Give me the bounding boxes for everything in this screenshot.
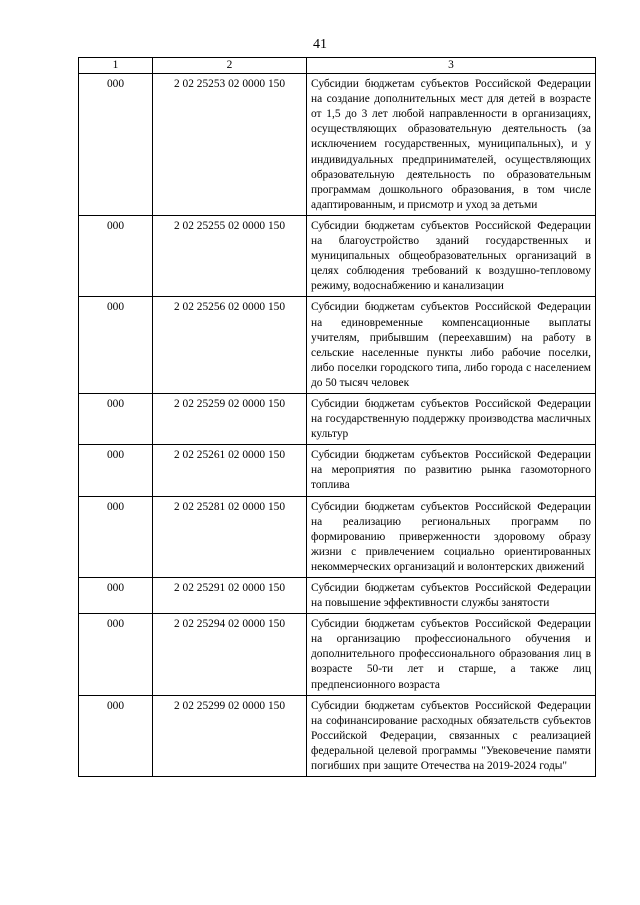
description-cell: Субсидии бюджетам субъектов Российской Федерации на мероприятия по развитию рынка газомоторного топлива [307, 445, 596, 496]
admin-code-cell: 000 [79, 215, 153, 296]
description-cell: Субсидии бюджетам субъектов Российской Федерации на создание дополнительных мест для детей в возрасте от 1,5 до 3 лет любой направленности в организациях, осуществляющих образовательную деятельность (за исключением государственных, муниципальных), и у индивидуальных предпринимателей, осуществляющих образовательную деятельность по образовательным программам дошкольного образования, в том числе адаптированным, и присмотр и уход за детьми [307, 74, 596, 216]
page-number: 41 [313, 37, 327, 52]
kbk-code-cell: 2 02 25253 02 0000 150 [153, 74, 307, 216]
description-cell: Субсидии бюджетам субъектов Российской Федерации на реализацию региональных программ по формированию приверженности здоровому образу жизни с привлечением социально ориентированных некоммерческих организаций и волонтерских движений [307, 496, 596, 577]
description-cell: Субсидии бюджетам субъектов Российской Федерации на повышение эффективности службы занятости [307, 578, 596, 614]
column-header-3: 3 [307, 58, 596, 74]
table-row [79, 578, 596, 614]
admin-code-cell: 000 [79, 74, 153, 216]
table-row [79, 496, 596, 577]
column-header-2: 2 [153, 58, 307, 74]
description-cell: Субсидии бюджетам субъектов Российской Федерации на организацию профессионального обучения и дополнительного профессионального образования лиц в возрасте 50-ти лет и старше, а также лиц предпенсионного возраста [307, 614, 596, 695]
kbk-code-cell: 2 02 25299 02 0000 150 [153, 695, 307, 776]
admin-code-cell: 000 [79, 496, 153, 577]
table-row [79, 74, 596, 216]
budget-classification-table [78, 57, 596, 777]
admin-code-cell: 000 [79, 393, 153, 444]
table-row [79, 614, 596, 695]
table-row [79, 695, 596, 776]
admin-code-cell: 000 [79, 578, 153, 614]
description-cell: Субсидии бюджетам субъектов Российской Федерации на единовременные компенсационные выплаты учителям, прибывшим (переехавшим) на работу в сельские населенные пункты либо рабочие поселки, либо поселки городского типа, либо города с населением до 50 тысяч человек [307, 297, 596, 394]
column-header-1: 1 [79, 58, 153, 74]
admin-code-cell: 000 [79, 614, 153, 695]
table-row [79, 297, 596, 394]
kbk-code-cell: 2 02 25255 02 0000 150 [153, 215, 307, 296]
admin-code-cell: 000 [79, 297, 153, 394]
kbk-code-cell: 2 02 25281 02 0000 150 [153, 496, 307, 577]
table-row [79, 445, 596, 496]
kbk-code-cell: 2 02 25291 02 0000 150 [153, 578, 307, 614]
description-cell: Субсидии бюджетам субъектов Российской Федерации на государственную поддержку производства масличных культур [307, 393, 596, 444]
table-header-row [79, 58, 596, 74]
kbk-code-cell: 2 02 25294 02 0000 150 [153, 614, 307, 695]
admin-code-cell: 000 [79, 445, 153, 496]
table-row [79, 393, 596, 444]
kbk-code-cell: 2 02 25256 02 0000 150 [153, 297, 307, 394]
table-row [79, 215, 596, 296]
kbk-code-cell: 2 02 25261 02 0000 150 [153, 445, 307, 496]
description-cell: Субсидии бюджетам субъектов Российской Федерации на софинансирование расходных обязательств субъектов Российской Федерации, связанных с реализацией федеральной целевой программы "Увековечение памяти погибших при защите Отечества на 2019-2024 годы" [307, 695, 596, 776]
description-cell: Субсидии бюджетам субъектов Российской Федерации на благоустройство зданий государственных и муниципальных общеобразовательных организаций в целях соблюдения требований к воздушно-тепловому режиму, водоснабжению и канализации [307, 215, 596, 296]
kbk-code-cell: 2 02 25259 02 0000 150 [153, 393, 307, 444]
admin-code-cell: 000 [79, 695, 153, 776]
